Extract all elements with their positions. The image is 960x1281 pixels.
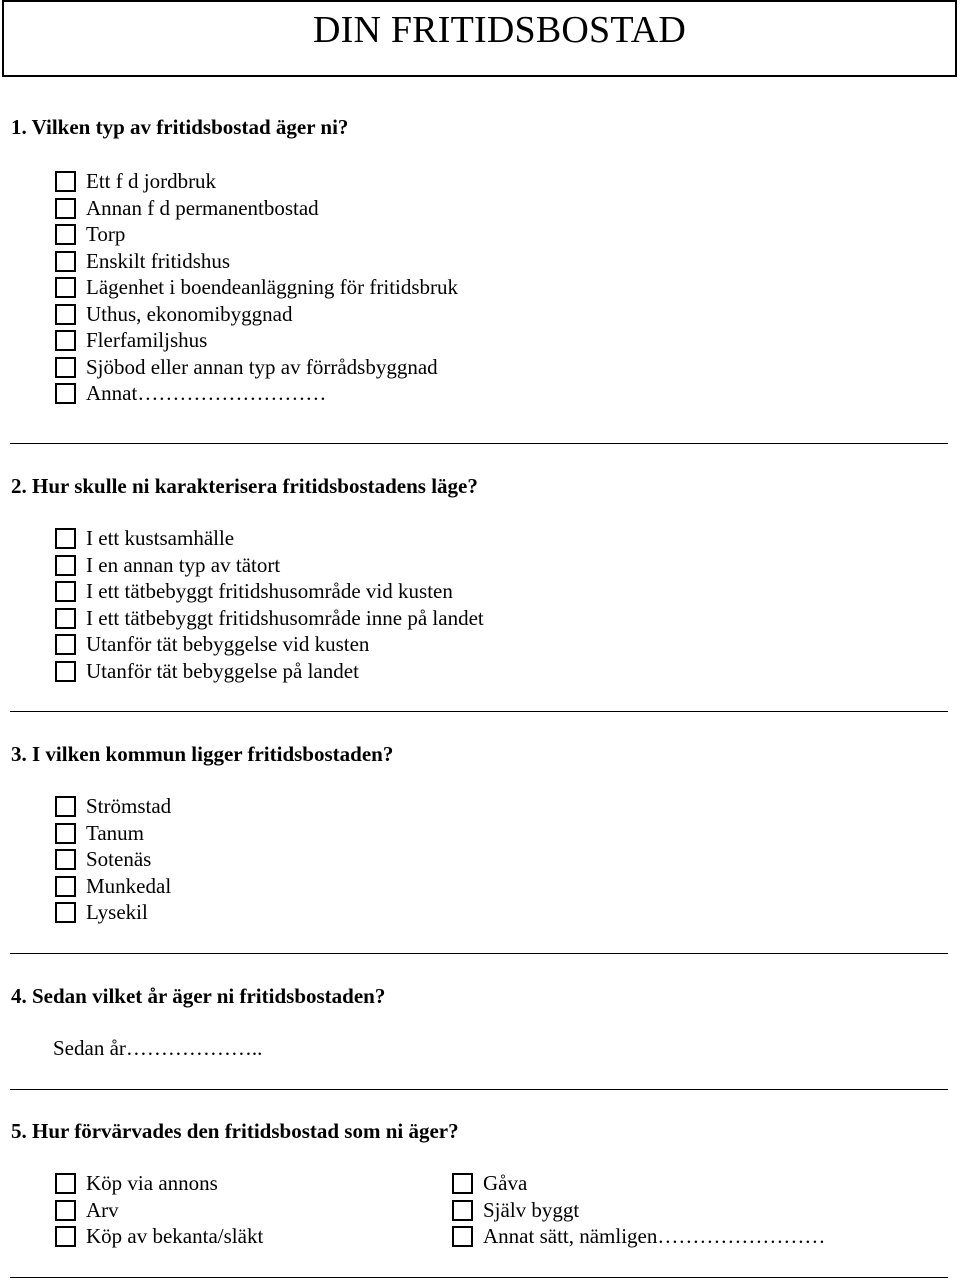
form-title: DIN FRITIDSBOSTAD <box>313 9 686 51</box>
checkbox[interactable] <box>55 528 76 549</box>
option-label: Annan f d permanentbostad <box>86 195 319 220</box>
option-q1-5[interactable] <box>55 274 458 300</box>
option-label: Utanför tät bebyggelse vid kusten <box>86 631 370 656</box>
checkbox[interactable] <box>55 171 76 192</box>
option-q1-8[interactable] <box>55 354 438 380</box>
checkbox[interactable] <box>55 198 76 219</box>
checkbox[interactable] <box>55 1226 76 1247</box>
option-label: Uthus, ekonomibyggnad <box>86 301 293 326</box>
option-label: Köp via annons <box>86 1170 218 1195</box>
option-label: Gåva <box>483 1170 528 1195</box>
option-label: Annat……………………… <box>86 380 327 405</box>
checkbox[interactable] <box>55 1200 76 1221</box>
option-q1-4[interactable] <box>55 248 230 274</box>
option-q2-4[interactable] <box>55 605 484 631</box>
checkbox[interactable] <box>55 608 76 629</box>
option-label: Munkedal <box>86 873 172 898</box>
option-q2-5[interactable] <box>55 631 369 657</box>
checkbox[interactable] <box>452 1226 473 1247</box>
checkbox[interactable] <box>55 796 76 817</box>
option-q3-5[interactable] <box>55 899 148 925</box>
option-q3-2[interactable] <box>55 820 144 846</box>
option-q2-3[interactable] <box>55 578 453 604</box>
option-q5-right-3[interactable] <box>452 1223 825 1249</box>
option-label: Annat sätt, nämligen…………………… <box>483 1223 826 1248</box>
option-label: I ett kustsamhälle <box>86 525 235 550</box>
option-label: Utanför tät bebyggelse på landet <box>86 658 359 683</box>
option-q5-left-3[interactable] <box>55 1223 263 1249</box>
option-q5-left-2[interactable] <box>55 1197 119 1223</box>
option-label: Lägenhet i boendeanläggning för fritidsbruk <box>86 274 459 299</box>
divider <box>10 1277 948 1278</box>
checkbox[interactable] <box>452 1200 473 1221</box>
option-q1-1[interactable] <box>55 168 216 194</box>
option-label: Flerfamiljshus <box>86 327 208 352</box>
checkbox[interactable] <box>55 224 76 245</box>
option-label: Torp <box>86 221 126 246</box>
option-q2-2[interactable] <box>55 552 280 578</box>
option-q1-2[interactable] <box>55 195 319 221</box>
option-label: I ett tätbebyggt fritidshusområde vid kusten <box>86 578 453 603</box>
option-label: I en annan typ av tätort <box>86 552 281 577</box>
option-q2-1[interactable] <box>55 525 234 551</box>
option-q1-7[interactable] <box>55 327 207 353</box>
divider <box>10 443 948 444</box>
option-q3-1[interactable] <box>55 793 171 819</box>
checkbox[interactable] <box>55 251 76 272</box>
checkbox[interactable] <box>55 902 76 923</box>
option-q5-left-1[interactable] <box>55 1170 218 1196</box>
option-label: Själv byggt <box>483 1197 580 1222</box>
checkbox[interactable] <box>55 383 76 404</box>
option-label: Tanum <box>86 820 145 845</box>
year-answer-field[interactable]: Sedan år……………….. <box>53 1036 263 1060</box>
question-2-label: 2. Hur skulle ni karakterisera fritidsbostadens läge? <box>11 474 478 498</box>
checkbox[interactable] <box>55 823 76 844</box>
question-3-label: 3. I vilken kommun ligger fritidsbostaden? <box>11 742 394 766</box>
checkbox[interactable] <box>55 304 76 325</box>
checkbox[interactable] <box>55 634 76 655</box>
checkbox[interactable] <box>55 581 76 602</box>
option-label: Enskilt fritidshus <box>86 248 231 273</box>
option-q3-3[interactable] <box>55 846 151 872</box>
checkbox[interactable] <box>55 661 76 682</box>
option-q5-right-2[interactable] <box>452 1197 579 1223</box>
checkbox[interactable] <box>55 277 76 298</box>
option-label: Sjöbod eller annan typ av förrådsbyggnad <box>86 354 438 379</box>
checkbox[interactable] <box>55 357 76 378</box>
option-label: I ett tätbebyggt fritidshusområde inne på landet <box>86 605 484 630</box>
checkbox[interactable] <box>55 555 76 576</box>
option-q3-4[interactable] <box>55 873 171 899</box>
checkbox[interactable] <box>452 1173 473 1194</box>
divider <box>10 953 948 954</box>
question-5-label: 5. Hur förvärvades den fritidsbostad som ni äger? <box>11 1119 459 1143</box>
option-q1-3[interactable] <box>55 221 125 247</box>
option-label: Lysekil <box>86 899 148 924</box>
option-q1-6[interactable] <box>55 301 292 327</box>
divider <box>10 1089 948 1090</box>
checkbox[interactable] <box>55 876 76 897</box>
checkbox[interactable] <box>55 849 76 870</box>
option-q1-9[interactable] <box>55 380 326 406</box>
option-label: Ett f d jordbruk <box>86 168 217 193</box>
option-label: Strömstad <box>86 793 172 818</box>
title-box <box>2 0 957 77</box>
option-q5-right-1[interactable] <box>452 1170 527 1196</box>
question-4-label: 4. Sedan vilket år äger ni fritidsbostaden? <box>11 984 386 1008</box>
divider <box>10 711 948 712</box>
checkbox[interactable] <box>55 330 76 351</box>
option-label: Sotenäs <box>86 846 152 871</box>
question-1-label: 1. Vilken typ av fritidsbostad äger ni? <box>11 115 349 139</box>
option-label: Arv <box>86 1197 119 1222</box>
option-q2-6[interactable] <box>55 658 359 684</box>
checkbox[interactable] <box>55 1173 76 1194</box>
option-label: Köp av bekanta/släkt <box>86 1223 264 1248</box>
